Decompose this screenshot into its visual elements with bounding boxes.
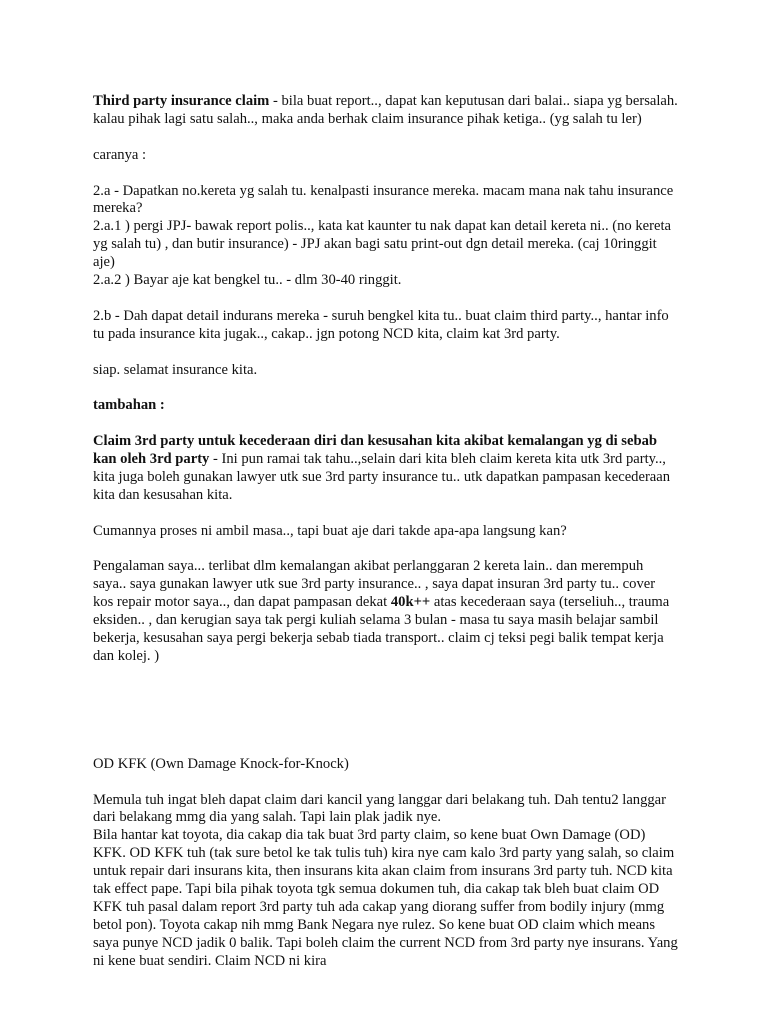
pengalaman-text-before: Pengalaman saya... terlibat dlm kemalangan akibat perlanggaran 2 kereta lain.. dan merempuh saya.. saya gunakan lawyer utk sue 3rd party insurance.. , saya dapat insuran 3rd party tu.. cover kos repair motor saya.., dan dapat pampasan dekat <box>93 558 656 611</box>
paragraph-third-party-claim <box>93 93 678 129</box>
text-claim-injury: - Ini pun ramai tak tahu..,selain dari kita bleh claim kereta kita utk 3rd party.., kita juga boleh gunakan lawyer utk sue 3rd party insurance tu.. utk dapatkan pampasan kecederaan kita dan kesusahan kita. <box>93 451 671 503</box>
step-2a1: 2.a.1 ) pergi JPJ- bawak report polis.., kata kat kaunter tu nak dapat kan detail kereta ni.. (no kereta yg salah tu) , dan butir insurance) - JPJ akan bagi satu print-out dgn detail mereka. (caj 10ringgit aje) <box>93 218 672 271</box>
od-kfk-line-2: Bila hantar kat toyota, dia cakap dia tak buat 3rd party claim, so kene buat Own Damage (OD) KFK. OD KFK tuh (tak sure betol ke tak tulis tuh) kira nye cam kalo 3rd party yang salah, so claim untuk repair dari insurans kita, then insurans kita akan claim from insurans 3rd party tuh. NCD kita tak effect pape. Tapi bila pihak toyota tgk semua dokumen tuh, dia cakap tak bleh buat claim OD KFK tuh pasal dalam report 3rd party tuh ada cakap yang diorang suffer from bodily injury (mmg betol pon). Toyota cakap nih mmg Bank Negara nye rulez. So kene buat OD claim which means saya punye NCD jadik 0 balik. Tapi boleh claim the current NCD from 3rd party nye insurans. Yang ni kene buat sendiri. Claim NCD ni kira <box>93 827 678 969</box>
paragraph-step-2b: 2.b - Dah dapat detail indurans mereka - suruh bengkel kita tu.. buat claim third party.., hantar info tu pada insurance kita jugak.., cakap.. jgn potong NCD kita, claim kat 3rd party. <box>93 307 669 342</box>
paragraph-siap: siap. selamat insurance kita. <box>93 361 258 378</box>
step-2a: 2.a - Dapatkan no.kereta yg salah tu. kenalpasti insurance mereka. macam mana nak tahu insurance mereka? <box>93 182 674 217</box>
pengalaman-amount: 40k++ <box>390 594 431 611</box>
paragraph-tambahan <box>93 397 678 415</box>
heading-tambahan: tambahan : <box>93 397 165 414</box>
paragraph-od-kfk-title: OD KFK (Own Damage Knock-for-Knock) <box>93 755 349 772</box>
paragraph-steps-a <box>93 183 678 290</box>
heading-claim-injury: Claim 3rd party untuk kecederaan diri dan kesusahan kita akibat kemalangan yg di sebab kan oleh 3rd party <box>93 433 657 468</box>
heading-third-party-claim: Third party insurance claim <box>93 93 270 109</box>
text-third-party-claim: - bila buat report.., dapat kan keputusan dari balai.. siapa yg bersalah. kalau pihak lagi satu salah.., maka anda berhak claim insurance pihak ketiga.. (yg salah tu ler) <box>93 93 678 127</box>
pengalaman-text-after: atas kecederaan saya (terseliuh.., trauma eksiden.. , dan kerugian saya tak pergi kuliah selama 3 bulan - masa tu saya masih belajar sambil bekerja, kesusahan saya pergi bekerja sebab tiada transport.. claim cj teksi pegi balik tempat kerja dan kolej. ) <box>93 594 670 664</box>
od-kfk-line-1: Memula tuh ingat bleh dapat claim dari kancil yang langgar dari belakang tuh. Dah tentu2 langgar dari belakang mmg dia yang salah. Tapi lain plak jadik nye. <box>93 791 667 826</box>
paragraph-claim-injury <box>93 433 678 505</box>
paragraph-cumannya: Cumannya proses ni ambil masa.., tapi buat aje dari takde apa-apa langsung kan? <box>93 522 567 539</box>
paragraph-pengalaman <box>93 558 678 665</box>
blank-space <box>93 684 678 756</box>
step-2a2: 2.a.2 ) Bayar aje kat bengkel tu.. - dlm 30-40 ringgit. <box>93 272 402 289</box>
paragraph-caranya: caranya : <box>93 146 147 163</box>
paragraph-od-kfk-body <box>93 792 678 971</box>
